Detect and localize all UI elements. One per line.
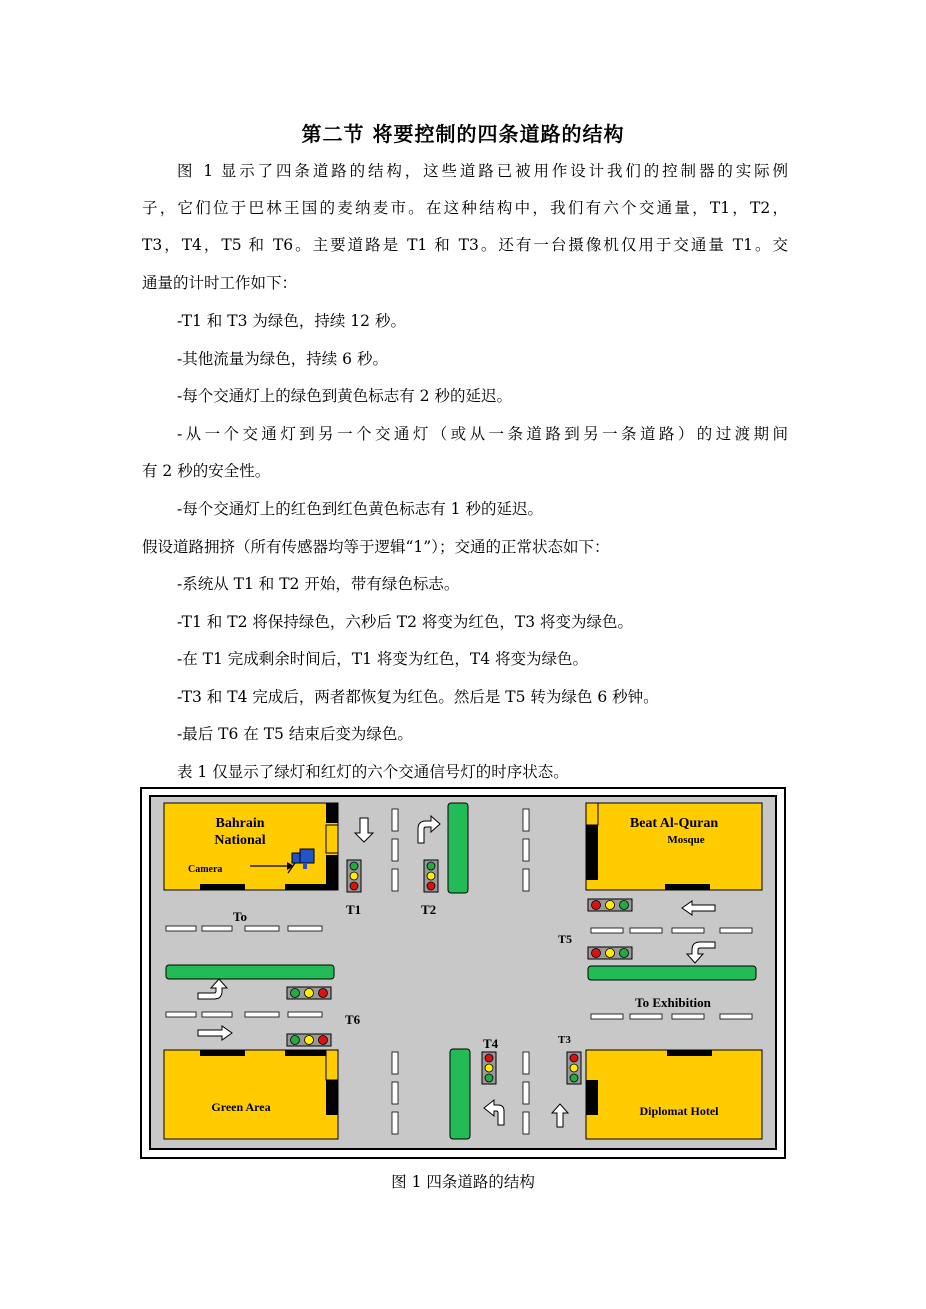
signal-lamp — [319, 1036, 328, 1045]
signal-lamp — [427, 882, 435, 890]
traffic-light-t5 — [588, 947, 632, 959]
signal-lamp — [485, 1054, 493, 1062]
signal-lamp — [291, 1036, 300, 1045]
figure-caption: 图 1 四条道路的结构 — [391, 1173, 535, 1191]
label-t1: T1 — [346, 902, 362, 917]
state-item: -系统从 T1 和 T2 开始，带有绿色标志。 — [177, 575, 460, 593]
traffic-light-t6 — [287, 1034, 331, 1046]
rule-item: -每个交通灯上的红色到红色黄色标志有 1 秒的延迟。 — [177, 500, 543, 518]
median-west — [166, 965, 334, 979]
signal-lamp — [305, 989, 314, 998]
label-to: To — [233, 909, 247, 924]
rule-item: -从一个交通灯到另一个交通灯（或从一条道路到另一条道路）的过渡期间 — [177, 425, 788, 443]
label-to-exhibition: To Exhibition — [635, 995, 711, 1010]
paragraph-line: 图 1 显示了四条道路的结构，这些道路已被用作设计我们的控制器的实际例 — [177, 162, 788, 180]
rule-item: -每个交通灯上的绿色到黄色标志有 2 秒的延迟。 — [177, 387, 512, 405]
signal-lamp — [485, 1074, 493, 1082]
median-east — [588, 966, 756, 980]
signal-lamp — [592, 949, 601, 958]
label-t4: T4 — [483, 1036, 499, 1051]
label-beat-al-quran: Beat Al-Quran — [629, 816, 719, 831]
signal-lamp — [620, 901, 629, 910]
median-south — [450, 1049, 470, 1139]
signal-lamp — [592, 901, 601, 910]
signal-lamp — [427, 862, 435, 870]
signal-lamp — [427, 872, 435, 880]
traffic-light-t1 — [347, 860, 361, 892]
signal-lamp — [606, 949, 615, 958]
traffic-light-t4 — [482, 1052, 496, 1084]
building-diplomat-hotel — [586, 1050, 762, 1139]
signal-lamp — [350, 872, 358, 880]
table-reference: 表 1 仅显示了绿灯和红灯的六个交通信号灯的时序状态。 — [177, 763, 569, 781]
label-green-area: Green Area — [211, 1100, 271, 1114]
label-diplomat-hotel: Diplomat Hotel — [639, 1104, 719, 1118]
signal-lamp — [291, 989, 300, 998]
traffic-light-t5-top — [588, 899, 632, 911]
label-t6: T6 — [345, 1012, 361, 1027]
label-camera: Camera — [188, 864, 223, 875]
label-t3: T3 — [558, 1034, 571, 1046]
paragraph-line: 子，它们位于巴林王国的麦纳麦市。在这种结构中，我们有六个交通量，T1，T2， — [142, 199, 788, 217]
traffic-light-t3 — [567, 1052, 581, 1084]
building-green-area — [164, 1050, 338, 1139]
traffic-light-t6-top — [287, 987, 331, 999]
signal-lamp — [570, 1064, 578, 1072]
label-bahrain-l1: Bahrain — [215, 816, 265, 831]
signal-lamp — [305, 1036, 314, 1045]
label-bahrain-l2: National — [214, 833, 266, 848]
rule-item-cont: 有 2 秒的安全性。 — [142, 462, 271, 480]
paragraph-line: 通量的计时工作如下： — [142, 274, 298, 292]
paragraph-line: T3，T4，T5 和 T6。主要道路是 T1 和 T3。还有一台摄像机仅用于交通量 T1。交 — [142, 236, 788, 254]
signal-lamp — [350, 882, 358, 890]
signal-lamp — [485, 1064, 493, 1072]
label-mosque: Mosque — [667, 834, 705, 846]
signal-lamp — [620, 949, 629, 958]
label-t5: T5 — [558, 932, 573, 946]
signal-lamp — [570, 1074, 578, 1082]
road-structure-figure — [140, 787, 786, 1159]
state-item: -最后 T6 在 T5 结束后变为绿色。 — [177, 725, 413, 743]
signal-lamp — [606, 901, 615, 910]
state-item: -在 T1 完成剩余时间后，T1 将变为红色，T4 将变为绿色。 — [177, 650, 589, 668]
signal-lamp — [350, 862, 358, 870]
signal-lamp — [570, 1054, 578, 1062]
traffic-light-t2 — [424, 860, 438, 892]
signal-lamp — [319, 989, 328, 998]
median-north — [448, 803, 468, 893]
section-heading: 第二节 将要控制的四条道路的结构 — [301, 122, 625, 146]
state-item: -T3 和 T4 完成后，两者都恢复为红色。然后是 T5 转为绿色 6 秒钟。 — [177, 688, 659, 706]
assumption-line: 假设道路拥挤（所有传感器均等于逻辑“1”）；交通的正常状态如下： — [142, 538, 610, 556]
rule-item: -T1 和 T3 为绿色，持续 12 秒。 — [177, 312, 406, 330]
state-item: -T1 和 T2 将保持绿色，六秒后 T2 将变为红色，T3 将变为绿色。 — [177, 613, 634, 631]
rule-item: -其他流量为绿色，持续 6 秒。 — [177, 350, 388, 368]
label-t2: T2 — [421, 902, 437, 917]
